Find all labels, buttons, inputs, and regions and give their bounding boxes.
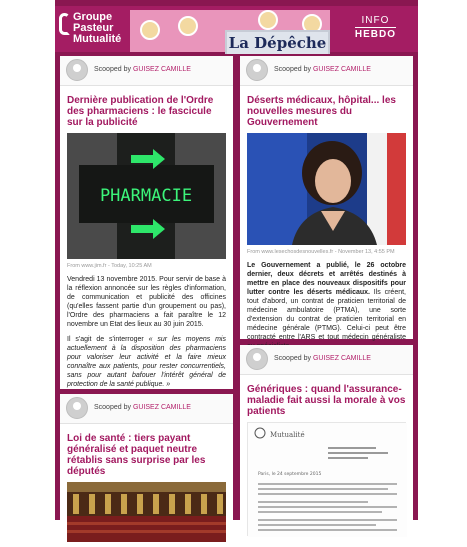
header-banner	[55, 6, 418, 52]
article-paragraph	[67, 335, 226, 389]
article-card	[240, 345, 413, 520]
cross-text: PHARMACIE	[99, 186, 193, 206]
source-line[interactable]: From www.lesechosdesnouvelles.fr - November 13, 4:55 PM	[247, 249, 395, 255]
article-paragraph: Vendredi 13 novembre 2015. Pour servir de base à la réflexion annoncée sur les règles d'information, de communication et publicité des officines (qu'elles fassent partie d'un groupement ou pas), l'Ordre des pharmaciens a fait paraître le 12 novembre un Etat des lieux au 30 juin 2015.	[67, 276, 226, 328]
author-link[interactable]: GUISEZ CAMILLE	[312, 355, 371, 362]
scooped-by-label: Scooped by	[94, 66, 131, 73]
scooped-by-line	[94, 404, 191, 411]
logo-mark-icon	[59, 13, 70, 35]
scooped-by-line	[274, 66, 371, 73]
avatar[interactable]	[66, 59, 88, 81]
article-title[interactable]: Loi de santé : tiers payant généralisé et paquet neutre rétablis sans surprise par les députés	[67, 433, 206, 477]
avatar[interactable]	[246, 348, 268, 370]
brand-logo[interactable]	[73, 12, 121, 45]
avatar[interactable]	[246, 59, 268, 81]
quote-text: « sur les moyens mis actuellement à la disposition des pharmaciens pour valoriser leur activité et la faire mieux connaître aux patients, pour rester concurrentiels, sans pour autant bafouer l'intérêt général de protection de la santé publique. »	[67, 336, 226, 388]
card-header	[60, 394, 233, 424]
article-image[interactable]	[247, 422, 406, 536]
info-hebdo-badge	[355, 15, 396, 41]
scooped-by-line	[274, 355, 371, 362]
scooped-by-label: Scooped by	[94, 404, 131, 411]
author-link[interactable]: GUISEZ CAMILLE	[132, 66, 191, 73]
article-image[interactable]	[67, 133, 226, 259]
logo-line-1: Groupe	[73, 11, 113, 23]
letter-document-image	[248, 423, 407, 537]
letter-org: Mutualité	[270, 431, 305, 439]
article-body	[67, 275, 226, 389]
portrait-image	[247, 133, 406, 245]
card-header	[240, 56, 413, 86]
character-icon	[178, 16, 198, 36]
character-icon	[140, 20, 160, 40]
newsletter-frame	[55, 0, 418, 520]
logo-line-3: Mutualité	[73, 33, 122, 45]
assembly-image	[67, 482, 226, 542]
article-card	[60, 394, 233, 520]
article-lead: Le Gouvernement a publié, le 26 octobre dernier, deux décrets et arrêtés destinés à mettre en place des nouveaux dispositifs pour lutter contre les déserts médicaux.	[247, 262, 406, 296]
avatar[interactable]	[66, 397, 88, 419]
scooped-by-label: Scooped by	[274, 355, 311, 362]
article-image[interactable]	[67, 482, 226, 542]
author-link[interactable]: GUISEZ CAMILLE	[312, 66, 371, 73]
hebdo-label: HEBDO	[354, 29, 396, 40]
character-icon	[258, 10, 278, 30]
author-link[interactable]: GUISEZ CAMILLE	[132, 404, 191, 411]
scooped-by-label: Scooped by	[274, 66, 311, 73]
article-paragraph	[247, 261, 406, 351]
letter-date: Paris, le 24 septembre 2015	[258, 472, 322, 477]
article-text: Ils créent, tout d'abord, un contrat de praticien territorial de médecine ambulatoire (PTMA), une sorte d'extension du contrat de praticien territorial en médecine générale (PTMG). Celui-ci peut être contracté entre l'ARS et tout médecin généraliste	[247, 289, 406, 341]
pharmacy-cross-image	[67, 133, 226, 259]
article-card	[240, 56, 413, 339]
banner-sign-text: La Dépêche	[228, 34, 327, 52]
logo-line-2: Pasteur	[73, 22, 114, 34]
article-image[interactable]	[247, 133, 406, 245]
banner-sign	[225, 30, 330, 54]
article-card	[60, 56, 233, 389]
card-header	[240, 345, 413, 375]
banner-illustration	[130, 10, 330, 52]
article-title[interactable]: Déserts médicaux, hôpital... les nouvelles mesures du Gouvernement	[247, 95, 396, 128]
scooped-by-line	[94, 66, 191, 73]
article-title[interactable]: Dernière publication de l'Ordre des pharmaciens : le fascicule sur la publicité	[67, 95, 214, 128]
article-title[interactable]: Génériques : quand l'assurance-maladie fait aussi la morale à vos patients	[247, 384, 406, 417]
source-line[interactable]: From www.jim.fr - Today, 10:25 AM	[67, 263, 152, 269]
quote-intro: Il s'agit de s'interroger	[67, 336, 144, 343]
card-header	[60, 56, 233, 86]
article-body	[247, 261, 406, 351]
info-label: INFO	[361, 15, 390, 26]
